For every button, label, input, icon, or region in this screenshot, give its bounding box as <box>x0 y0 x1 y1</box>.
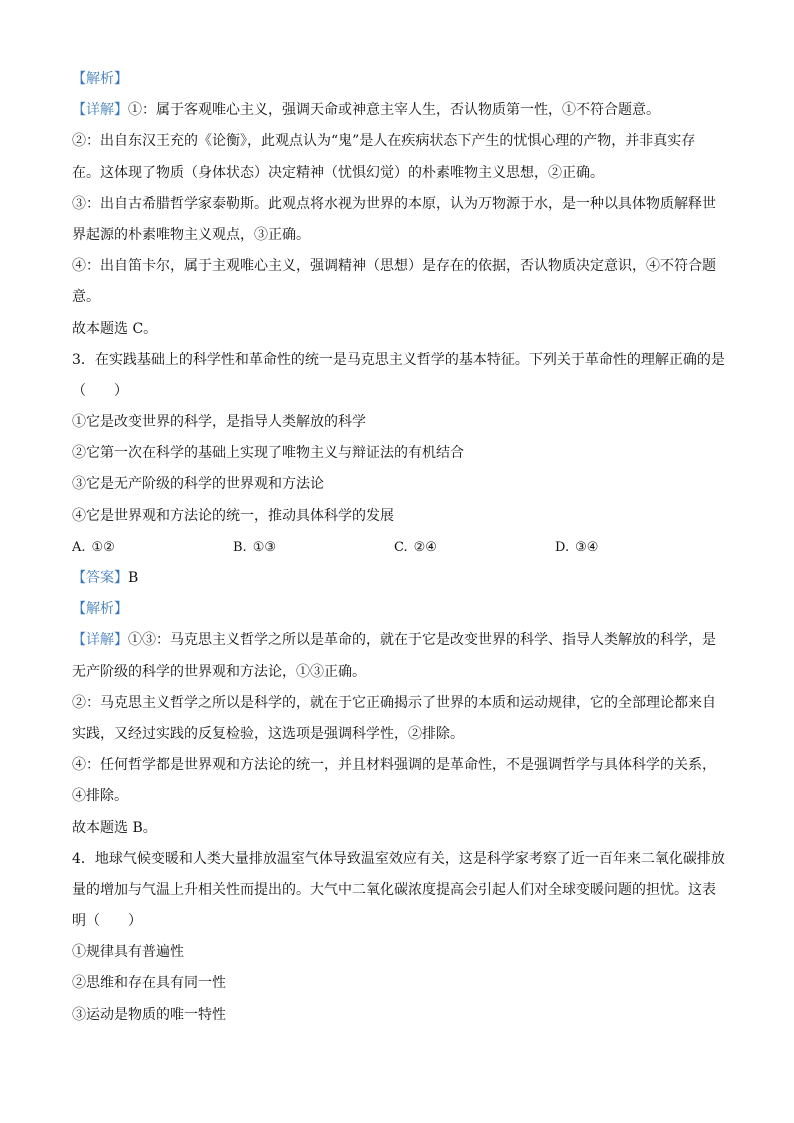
line-text: 无产阶级的科学的世界观和方法论，①③正确。 <box>72 663 366 680</box>
option-key: B. <box>233 539 247 555</box>
line-text: ②它第一次在科学的基础上实现了唯物主义与辩证法的有机结合 <box>72 445 464 462</box>
text-line <box>72 968 724 999</box>
text-line <box>72 220 724 251</box>
answer-explanation-block-q3 <box>72 563 724 1031</box>
section-tag: 【详解】 <box>72 102 128 119</box>
line-text: ①它是改变世界的科学，是指导人类解放的科学 <box>72 414 366 431</box>
option-c <box>394 532 555 563</box>
option-value: ②④ <box>413 539 437 555</box>
line-text: 界起源的朴素唯物主义观点，③正确。 <box>72 226 310 243</box>
line-text: ④它是世界观和方法论的统一，推动具体科学的发展 <box>72 507 394 524</box>
text-line <box>72 625 724 656</box>
option-key: C. <box>394 539 408 555</box>
line-text: ①③：马克思主义哲学之所以是革命的，就在于它是改变世界的科学、指导人类解放的科学，是 <box>128 632 716 649</box>
option-key: A. <box>72 539 86 555</box>
option-value: ①③ <box>252 539 276 555</box>
line-text: ②：出自东汉王充的《论衡》，此观点认为“鬼”是人在疾病状态下产生的忧惧心理的产物，并非真实存 <box>72 133 696 150</box>
line-text: 在。这体现了物质（身体状态）决定精神（忧惧幻觉）的朴素唯物主义思想，②正确。 <box>72 164 604 181</box>
text-line <box>72 688 724 719</box>
line-text: ③：出自古希腊哲学家泰勒斯。此观点将水视为世界的本原，认为万物源于水，是一种以具体物质解释世 <box>72 195 716 212</box>
section-tag: 【详解】 <box>72 632 128 649</box>
text-line <box>72 251 724 282</box>
option-value: ③④ <box>575 539 599 555</box>
line-text: 故本题选 B。 <box>72 819 157 836</box>
answer-options-q3 <box>72 532 724 563</box>
text-line <box>72 906 724 937</box>
text-line <box>72 314 724 345</box>
text-line <box>72 189 724 220</box>
line-text: B <box>128 570 139 586</box>
option-b <box>233 532 394 563</box>
text-line <box>72 158 724 189</box>
text-line <box>72 501 724 532</box>
text-line <box>72 438 724 469</box>
text-line <box>72 813 724 844</box>
line-text: 量的增加与气温上升相关性而提出的。大气中二氧化碳浓度提高会引起人们对全球变暖问题的担忧。这表 <box>72 881 716 898</box>
option-a <box>72 532 233 563</box>
explanation-block-q2 <box>72 64 724 532</box>
text-line <box>72 282 724 313</box>
line-text: ②：马克思主义哲学之所以是科学的，就在于它正确揭示了世界的本质和运动规律，它的全部理论都来自 <box>72 694 716 711</box>
text-line <box>72 126 724 157</box>
text-line <box>72 657 724 688</box>
line-text: 实践，又经过实践的反复检验，这选项是强调科学性，②排除。 <box>72 725 464 742</box>
line-text: ①：属于客观唯心主义，强调天命或神意主宰人生，否认物质第一性，①不符合题意。 <box>128 102 660 119</box>
text-line <box>72 594 724 625</box>
line-text: ④：出自笛卡尔，属于主观唯心主义，强调精神（思想）是存在的依据，否认物质决定意识，④不符合题 <box>72 258 716 275</box>
text-line <box>72 64 724 95</box>
line-text: ②思维和存在具有同一性 <box>72 975 226 992</box>
text-line <box>72 469 724 500</box>
document-page <box>72 64 724 1031</box>
line-text: ④：任何哲学都是世界观和方法论的统一，并且材料强调的是革命性，不是强调哲学与具体科学的关系， <box>72 757 716 774</box>
line-text: ④排除。 <box>72 788 128 805</box>
option-key: D. <box>555 539 570 555</box>
section-tag: 【答案】 <box>72 570 128 586</box>
text-line <box>72 407 724 438</box>
line-text: 明（ ） <box>72 913 142 930</box>
line-text: 意。 <box>72 289 100 306</box>
line-text: 4．地球气候变暖和人类大量排放温室气体导致温室效应有关，这是科学家考察了近一百年来二氧化碳排放 <box>72 850 725 867</box>
text-line <box>72 1000 724 1031</box>
text-line <box>72 875 724 906</box>
line-text: ③运动是物质的唯一特性 <box>72 1006 226 1023</box>
text-line <box>72 719 724 750</box>
section-tag: 【解析】 <box>72 601 128 618</box>
line-text: （ ） <box>72 382 128 399</box>
text-line <box>72 750 724 781</box>
text-line <box>72 95 724 126</box>
line-text: ③它是无产阶级的科学的世界观和方法论 <box>72 476 324 493</box>
text-line <box>72 781 724 812</box>
section-tag: 【解析】 <box>72 71 128 87</box>
line-text: ①规律具有普遍性 <box>72 944 184 961</box>
option-d <box>555 532 716 563</box>
text-line <box>72 937 724 968</box>
text-line <box>72 376 724 407</box>
text-line <box>72 563 724 594</box>
line-text: 故本题选 C。 <box>72 320 158 337</box>
option-value: ①② <box>91 539 115 555</box>
text-line <box>72 345 724 376</box>
line-text: 3．在实践基础上的科学性和革命性的统一是马克思主义哲学的基本特征。下列关于革命性的理解正确的是 <box>72 351 725 368</box>
text-line <box>72 844 724 875</box>
